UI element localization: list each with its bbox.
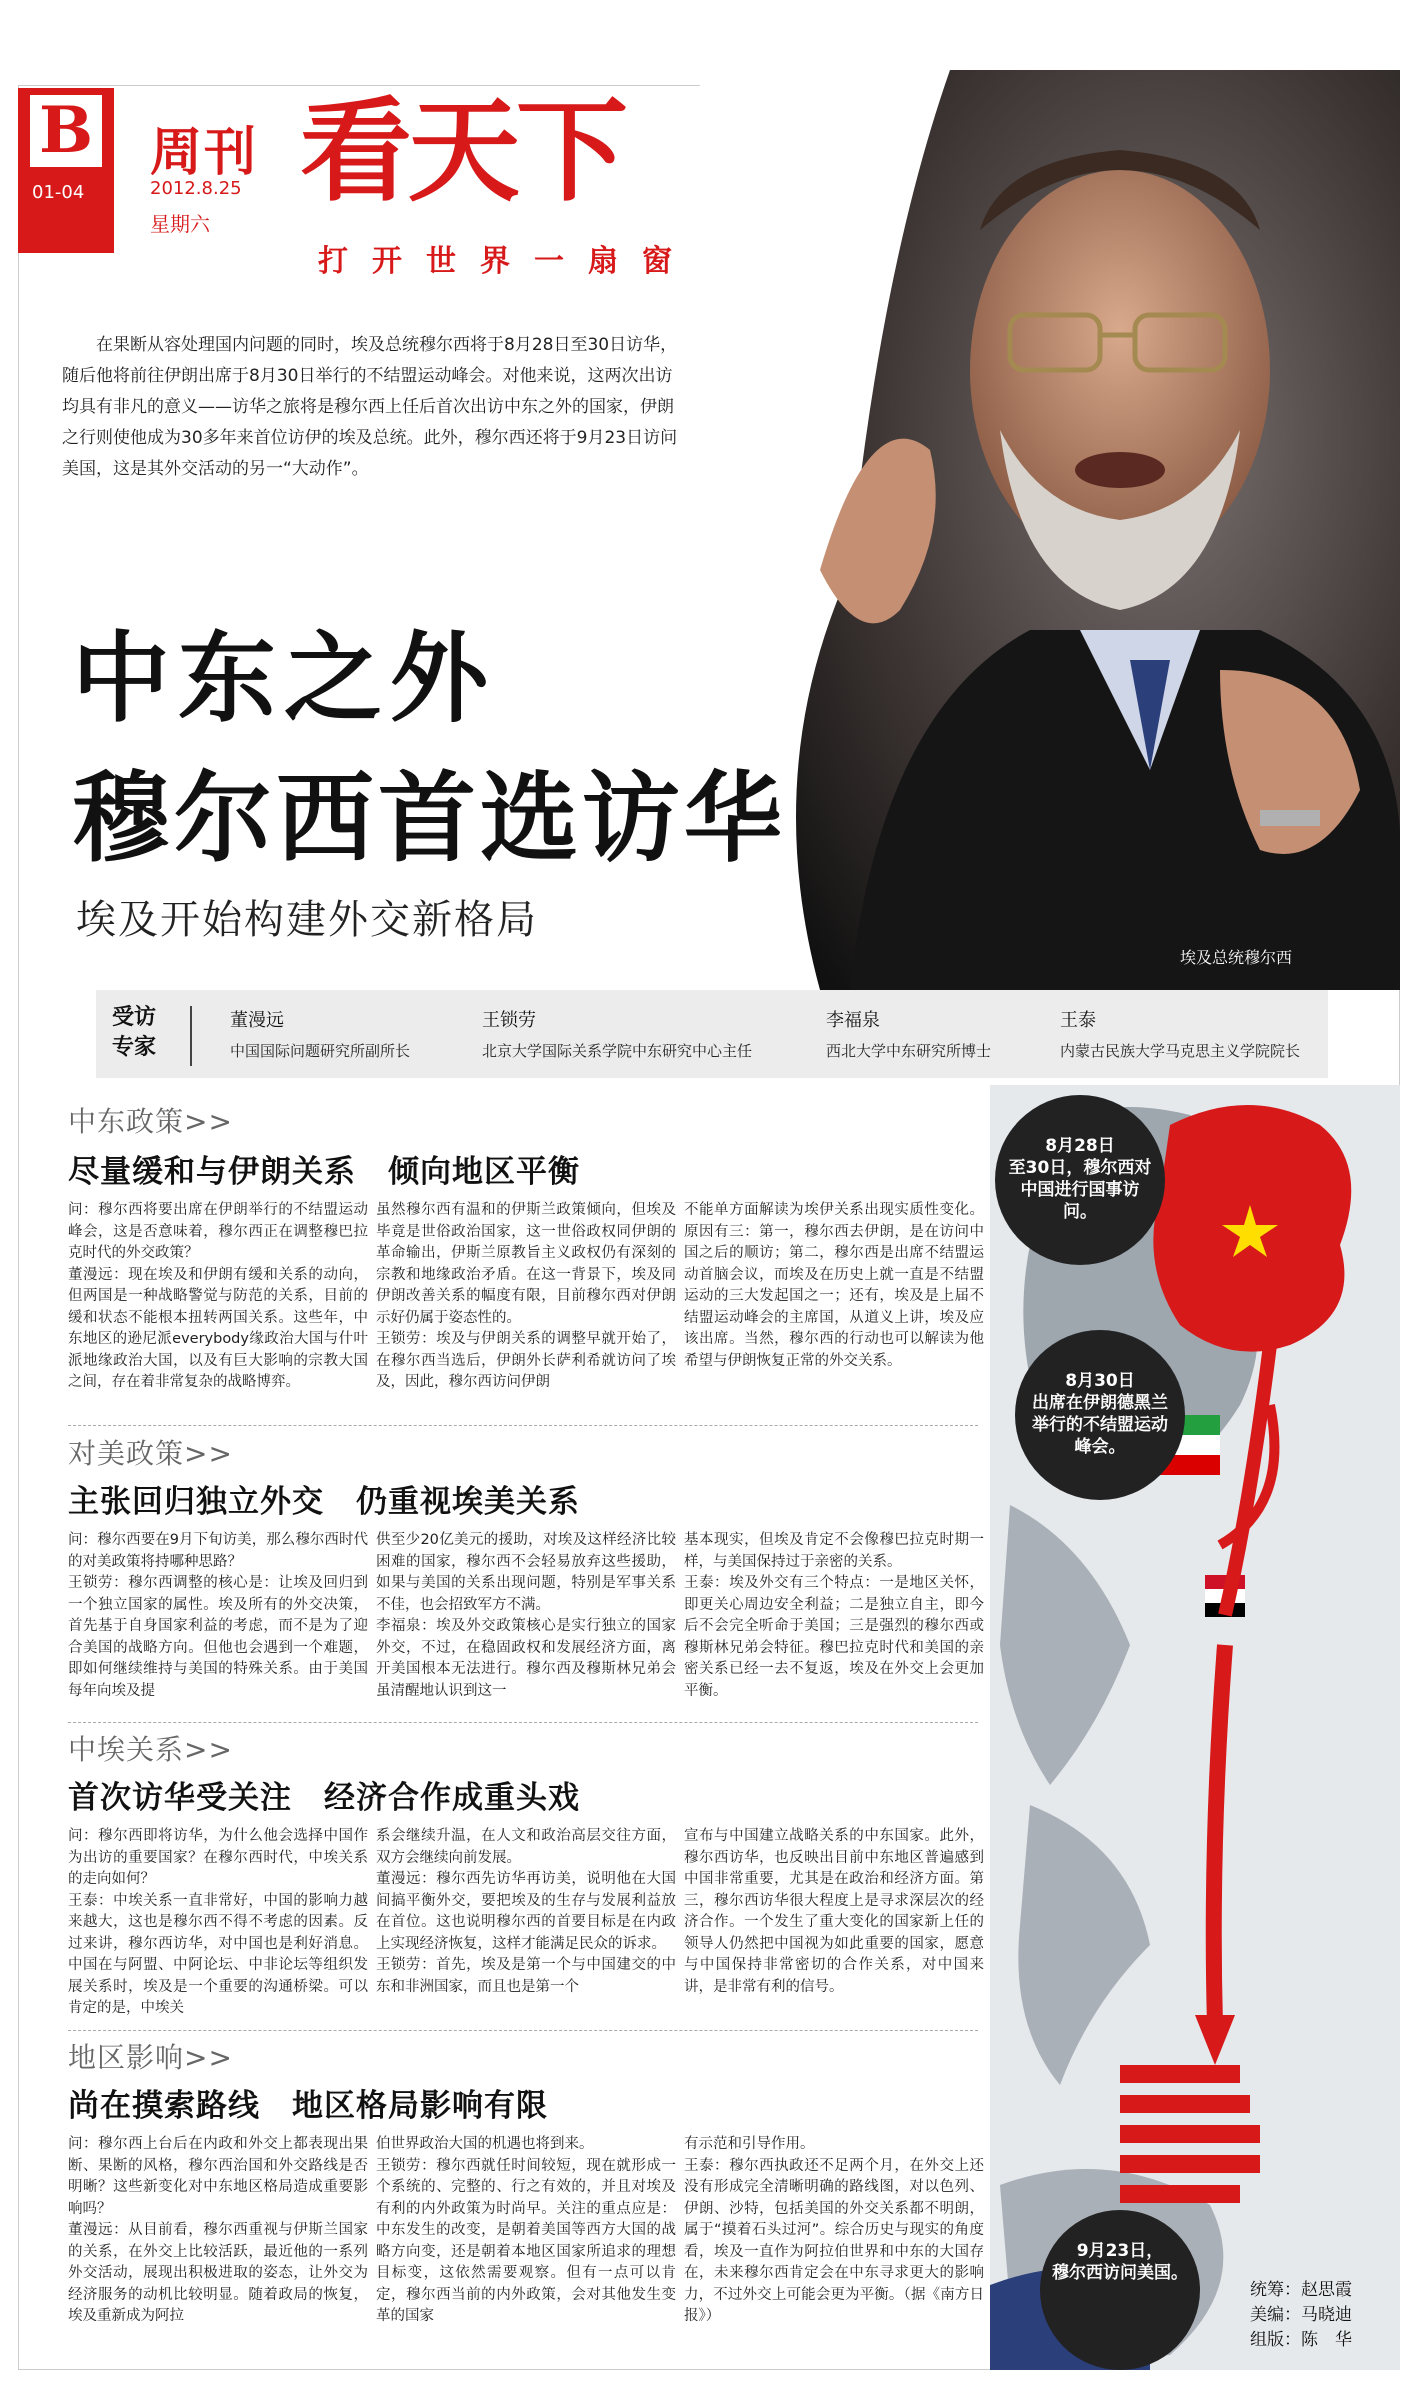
headline-line-1: 中东之外 — [72, 622, 497, 736]
subheadline: 埃及开始构建外交新格局 — [76, 897, 538, 943]
callout-date: 8月30日 — [1065, 1371, 1135, 1391]
section-column: 问：穆尔西即将访华，为什么他会选择中国作为出访的重要国家？在穆尔西时代，中埃关系的走向如何？ 王泰：中埃关系一直非常好，中国的影响力越来越大，这也是穆尔西不得不考虑的因素。反过来讲，穆尔西访华，对中国也是利好消息。中国在与阿盟、中阿论坛、中非论坛等组织发展关系时，埃及是一个重要的沟通桥梁。可以肯定的是，中埃关 — [68, 1828, 368, 2016]
expert-title: 北京大学国际关系学院中东研究中心主任 — [482, 1042, 753, 1060]
page-range: 01-04 — [32, 182, 85, 203]
callout-text: 出席在伊朗德黑兰举行的不结盟运动峰会。 — [1032, 1393, 1168, 1457]
section-column: 基本现实，但埃及肯定不会像穆巴拉克时期一样，与美国保持过于亲密的关系。 王泰：埃及外交有三个特点：一是地区关怀，即更关心周边安全利益；二是独立自主，即今后不会完全听命于美国；三是强烈的穆尔西或穆斯林兄弟会特征。穆巴拉克时代和美国的亲密关系已经一去不复返，埃及在外交上会更加平衡。 — [684, 1532, 984, 1699]
credit-line — [1250, 2300, 1352, 2325]
credit-line — [1250, 2325, 1352, 2350]
callout-date: 8月28日 — [1045, 1136, 1115, 1156]
section-column: 不能单方面解读为埃伊关系出现实质性变化。原因有三：第一，穆尔西去伊朗，是在访问中国之后的顺访；第二，穆尔西是出席不结盟运动首脑会议，而埃及在历史上就一直是不结盟运动的三大发起国之一；还有，埃及是上届不结盟运动峰会的主席国，从道义上讲，埃及应该出席。当然，穆尔西的行动也可以解读为他希望与伊朗恢复正常的外交关系。 — [684, 1202, 984, 1369]
credit-name: 陈 华 — [1301, 2330, 1352, 2350]
section-column: 供至少20亿美元的援助，对埃及这样经济比较困难的国家，穆尔西不会轻易放弃这些援助，如果与美国的关系出现问题，特别是军事关系不佳，也会招致军方不满。 李福泉：埃及外交政策核心是实行独立的国家外交，不过，在稳固政权和发展经济方面，离开美国根本无法进行。穆尔西及穆斯林兄弟会虽清醒地认识到这一 — [376, 1532, 676, 1699]
section-divider — [68, 2030, 978, 2031]
headline-line-2: 穆尔西首选访华 — [72, 762, 787, 876]
experts-bar — [96, 990, 1328, 1078]
section-column: 问：穆尔西要在9月下旬访美，那么穆尔西时代的对美政策将持哪种思路？ 王锁劳：穆尔西调整的核心是：让埃及回归到一个独立国家的属性。埃及所有的外交决策，首先基于自身国家利益的考虑，而不是为了迎合美国的战略方向。但他也会遇到一个难题，即如何继续维持与美国的特殊关系。由于美国每年向埃及提 — [68, 1532, 368, 1699]
credit-name: 马晓迪 — [1301, 2305, 1352, 2325]
issue-weekday: 星期六 — [150, 212, 210, 236]
masthead-slogan: 打开世界一扇窗 — [318, 244, 696, 279]
experts-divider — [190, 1006, 192, 1066]
publication-name: 周刊 — [150, 123, 259, 183]
section-headline: 尚在摸索路线 地区格局影响有限 — [68, 2088, 548, 2124]
expert-name: 董漫远 — [230, 1010, 284, 1031]
route-map — [990, 1085, 1400, 2370]
section-column: 系会继续升温，在人文和政治高层交往方面，双方会继续向前发展。 董漫远：穆尔西先访华再访美，说明他在大国间搞平衡外交，要把埃及的生存与发展利益放在首位。这也说明穆尔西的首要目标是在内政上实现经济恢复，这样才能满足民众的诉求。 王锁劳：首先，埃及是第一个与中国建交的中东和非洲国家，而且也是第一个 — [376, 1828, 676, 1995]
credit-role: 美编： — [1250, 2305, 1301, 2325]
section-headline: 主张回归独立外交 仍重视埃美关系 — [68, 1484, 580, 1520]
expert-title: 内蒙古民族大学马克思主义学院院长 — [1060, 1042, 1301, 1060]
section-tag: 中东政策>> — [68, 1105, 233, 1138]
map-callout-iran — [1025, 1370, 1175, 1458]
expert-name: 王锁劳 — [482, 1010, 536, 1031]
section-letter-logo: B — [30, 95, 102, 167]
section-tag: 对美政策>> — [68, 1437, 233, 1470]
section-column: 有示范和引导作用。 王泰：穆尔西执政还不足两个月，在外交上还没有形成完全清晰明确的路线图，对以色列、伊朗、沙特，包括美国的外交关系都不明朗，属于“摸着石头过河”。综合历史与现实的角度看，埃及一直作为阿拉伯世界和中东的大国存在，未来穆尔西肯定会在中东寻求更大的影响力，不过外交上可能会更为平衡。（据《南方日报》） — [684, 2136, 984, 2324]
experts-label: 受访专家 — [112, 1005, 157, 1060]
section-tag: 中埃关系>> — [68, 1733, 233, 1766]
section-column: 虽然穆尔西有温和的伊斯兰政策倾向，但埃及毕竟是世俗政治国家，这一世俗政权同伊朗的革命输出，伊斯兰原教旨主义政权仍有深刻的宗教和地缘政治矛盾。在这一背景下，埃及同伊朗改善关系的幅度有限，目前穆尔西对伊朗示好仍属于姿态性的。 王锁劳：埃及与伊朗关系的调整早就开始了，在穆尔西当选后，伊朗外长萨利希就访问了埃及，因此，穆尔西访问伊朗 — [376, 1202, 676, 1390]
callout-text: 穆尔西访问美国。 — [1052, 2263, 1188, 2283]
section-column: 伯世界政治大国的机遇也将到来。 王锁劳：穆尔西就任时间较短，现在就形成一个系统的、完整的、行之有效的，并且对埃及有利的内外政策为时尚早。关注的重点应是：中东发生的改变，是朝着美国等西方大国的战略方向变，还是朝着本地区国家所追求的理想目标变，这依然需要观察。但有一点可以肯定，穆尔西当前的内外政策，会对其他发生变革的国家 — [376, 2136, 676, 2324]
map-callout-china — [1005, 1135, 1155, 1223]
credit-role: 统筹： — [1250, 2280, 1301, 2300]
section-headline: 尽量缓和与伊朗关系 倾向地区平衡 — [68, 1154, 580, 1190]
section-column: 宣布与中国建立战略关系的中东国家。此外，穆尔西访华，也反映出目前中东地区普遍感到中国非常重要，尤其是在政治和经济方面。第三，穆尔西访华很大程度上是寻求深层次的经济合作。一个发生了重大变化的国家新上任的领导人仍然把中国视为如此重要的国家，愿意与中国保持非常密切的合作关系，对中国来讲，是非常有利的信号。 — [684, 1828, 984, 1995]
expert-name: 王泰 — [1060, 1010, 1096, 1031]
section-column: 问：穆尔西上台后在内政和外交上都表现出果断、果断的风格，穆尔西治国和外交路线是否明晰？这些新变化对中东地区格局造成重要影响吗？ 董漫远：从目前看，穆尔西重视与伊斯兰国家的关系，在外交上比较活跃，最近他的一系列外交活动，展现出积极进取的姿态，让外交为经济服务的动机比较明显。随着政局的恢复，埃及重新成为阿拉 — [68, 2136, 368, 2324]
intro-paragraph: 在果断从容处理国内问题的同时，埃及总统穆尔西将于8月28日至30日访华，随后他将前往伊朗出席于8月30日举行的不结盟运动峰会。对他来说，这两次出访均具有非凡的意义——访华之旅将是穆尔西上任后首次出访中东之外的国家，伊朗之行则使他成为30多年来首位访伊的埃及总统。此外，穆尔西还将于9月23日访问美国，这是其外交活动的另一“大动作”。 — [62, 335, 678, 479]
section-divider — [68, 1425, 978, 1426]
callout-date: 9月23日， — [1076, 2241, 1164, 2261]
section-divider — [68, 1722, 978, 1723]
section-column: 问：穆尔西将要出席在伊朗举行的不结盟运动峰会，这是否意味着，穆尔西正在调整穆巴拉克时代的外交政策？ 董漫远：现在埃及和伊朗有缓和关系的动向，但两国是一种战略警觉与防范的关系，目前的缓和状态不能根本扭转两国关系。这些年，中东地区的逊尼派everybody缘政治大国与什叶派地缘政治大国，以及有巨大影响的宗教大国之间，存在着非常复杂的战略博弈。 — [68, 1202, 368, 1390]
expert-title: 西北大学中东研究所博士 — [826, 1042, 992, 1060]
credit-role: 组版： — [1250, 2330, 1301, 2350]
expert-title: 中国国际问题研究所副所长 — [230, 1042, 411, 1060]
portrait-photo — [700, 70, 1400, 990]
photo-caption: 埃及总统穆尔西 — [1180, 948, 1293, 967]
credit-line — [1250, 2275, 1352, 2300]
credit-name: 赵思霞 — [1301, 2280, 1352, 2300]
section-headline: 首次访华受关注 经济合作成重头戏 — [68, 1780, 580, 1816]
callout-text: 至30日，穆尔西对中国进行国事访问。 — [1008, 1158, 1152, 1222]
map-callout-usa — [1050, 2240, 1190, 2284]
section-tag: 地区影响>> — [68, 2041, 233, 2074]
issue-date: 2012.8.25 — [150, 178, 242, 199]
column-title: 看天下 — [300, 87, 624, 217]
expert-name: 李福泉 — [826, 1010, 880, 1031]
